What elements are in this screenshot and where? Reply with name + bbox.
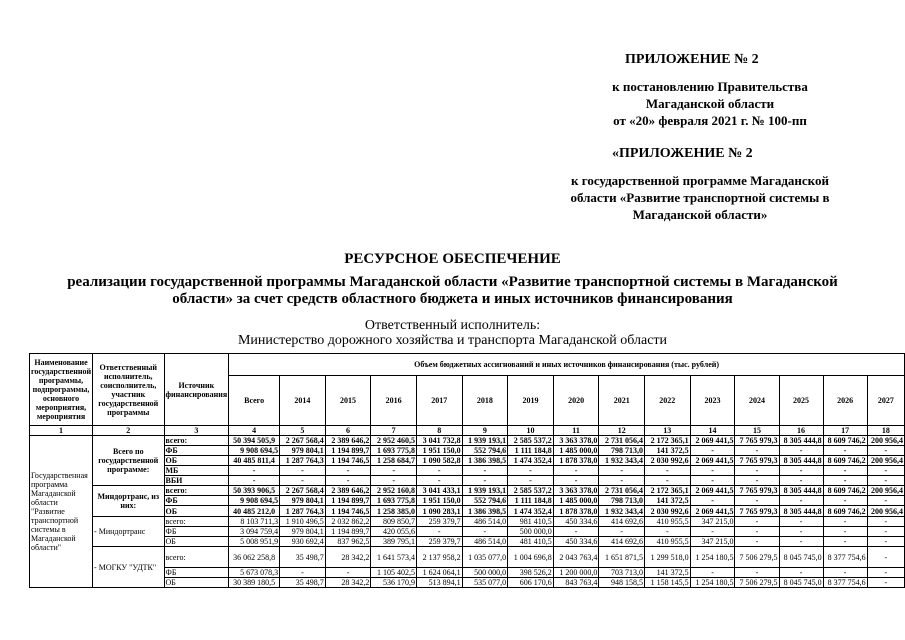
- amount-cell: -: [867, 547, 904, 568]
- amount-cell: 1 951 150,0: [416, 446, 462, 456]
- amount-cell: 7 765 979,3: [735, 506, 779, 517]
- program-name: Государственная программа Магаданской области "Развитие транспортной системы в Магаданской области": [30, 436, 93, 588]
- amount-cell: 7 765 979,3: [735, 436, 779, 446]
- funding-source: всего:: [164, 436, 229, 446]
- column-number: 11: [553, 426, 599, 436]
- funding-source: всего:: [164, 547, 229, 568]
- amount-cell: 2 069 441,5: [690, 506, 735, 517]
- amount-cell: -: [867, 578, 904, 588]
- amount-cell: 3 363 378,0: [553, 436, 599, 446]
- amount-cell: 843 763,4: [553, 578, 599, 588]
- amount-cell: 1 910 496,5: [280, 517, 326, 527]
- funding-source: ФБ: [164, 568, 229, 578]
- amount-cell: 1 651 871,5: [599, 547, 645, 568]
- year-header: 2016: [371, 376, 417, 426]
- amount-cell: 2 952 460,5: [371, 436, 417, 446]
- amount-cell: 8 305 444,8: [779, 436, 823, 446]
- amount-cell: 1 004 696,8: [508, 547, 554, 568]
- amount-cell: 513 894,1: [416, 578, 462, 588]
- participant-name: Всего по государственной программе:: [93, 436, 164, 486]
- amount-cell: -: [508, 476, 554, 486]
- resource-table: [29, 353, 905, 588]
- amount-cell: 9 908 694,5: [229, 446, 280, 456]
- amount-cell: -: [735, 517, 779, 527]
- funding-source: ОБ: [164, 578, 229, 588]
- amount-cell: 450 334,6: [553, 517, 599, 527]
- amount-cell: 552 794,6: [462, 496, 508, 506]
- funding-source: ОБ: [164, 537, 229, 547]
- amount-cell: 1 090 582,8: [416, 456, 462, 466]
- amount-cell: -: [823, 476, 867, 486]
- amount-cell: 1 111 184,8: [508, 496, 554, 506]
- amount-cell: 552 794,6: [462, 446, 508, 456]
- amount-cell: 1 386 398,5: [462, 506, 508, 517]
- amount-cell: 9 908 694,5: [229, 496, 280, 506]
- amount-cell: -: [823, 527, 867, 537]
- amount-cell: 1 693 775,8: [371, 446, 417, 456]
- funding-source: ФБ: [164, 496, 229, 506]
- amount-cell: 979 804,1: [280, 527, 326, 537]
- column-number: 5: [280, 426, 326, 436]
- program-line: к государственной программе Магаданской: [571, 173, 829, 188]
- amount-cell: -: [645, 466, 691, 476]
- amount-cell: 200 956,4: [867, 436, 904, 446]
- amount-cell: 1 254 180,5: [690, 547, 735, 568]
- amount-cell: 486 514,0: [462, 517, 508, 527]
- amount-cell: 809 850,7: [371, 517, 417, 527]
- column-number: 15: [735, 426, 779, 436]
- header-volume: Объем бюджетных ассигнований и иных источников финансирования (тыс. рублей): [229, 354, 905, 376]
- amount-cell: -: [325, 568, 371, 578]
- amount-cell: -: [735, 446, 779, 456]
- amount-cell: 8 377 754,6: [823, 547, 867, 568]
- amount-cell: -: [416, 466, 462, 476]
- amount-cell: 259 379,7: [416, 517, 462, 527]
- amount-cell: -: [823, 517, 867, 527]
- program-annex-title: «ПРИЛОЖЕНИЕ № 2: [612, 146, 753, 161]
- amount-cell: 50 394 505,9: [229, 436, 280, 446]
- amount-cell: 347 215,0: [690, 537, 735, 547]
- amount-cell: -: [779, 527, 823, 537]
- amount-cell: 8 609 746,2: [823, 436, 867, 446]
- amount-cell: -: [735, 466, 779, 476]
- table-row: [30, 547, 905, 568]
- amount-cell: 7 506 279,5: [735, 578, 779, 588]
- amount-cell: 979 804,1: [280, 446, 326, 456]
- amount-cell: 2 137 958,2: [416, 547, 462, 568]
- column-number: 1: [30, 426, 93, 436]
- funding-source: ОБ: [164, 456, 229, 466]
- amount-cell: 1 254 180,5: [690, 578, 735, 588]
- amount-cell: -: [867, 568, 904, 578]
- participant-name: - МОГКУ "УДТК": [93, 547, 164, 588]
- amount-cell: 8 377 754,6: [823, 578, 867, 588]
- column-number: 18: [867, 426, 904, 436]
- year-header: 2023: [690, 376, 735, 426]
- amount-cell: 2 032 862,2: [325, 517, 371, 527]
- amount-cell: 2 731 056,4: [599, 436, 645, 446]
- amount-cell: -: [690, 496, 735, 506]
- program-reference: [530, 172, 870, 223]
- amount-cell: 8 609 746,2: [823, 486, 867, 496]
- amount-cell: 420 055,6: [371, 527, 417, 537]
- amount-cell: -: [779, 568, 823, 578]
- amount-cell: 35 498,7: [280, 547, 326, 568]
- amount-cell: 500 000,0: [462, 568, 508, 578]
- amount-cell: 536 170,9: [371, 578, 417, 588]
- amount-cell: -: [735, 476, 779, 486]
- amount-cell: 2 030 992,6: [645, 456, 691, 466]
- year-header: 2018: [462, 376, 508, 426]
- amount-cell: 1 939 193,1: [462, 436, 508, 446]
- year-header: 2019: [508, 376, 554, 426]
- funding-source: ФБ: [164, 446, 229, 456]
- amount-cell: 2 043 763,4: [553, 547, 599, 568]
- amount-cell: -: [371, 476, 417, 486]
- amount-cell: 141 372,5: [645, 446, 691, 456]
- responsible-executor: [0, 318, 905, 348]
- decree-line: к постановлению Правительства: [612, 79, 808, 94]
- amount-cell: 8 045 745,0: [779, 547, 823, 568]
- amount-cell: 3 041 732,8: [416, 436, 462, 446]
- amount-cell: 1 090 283,1: [416, 506, 462, 517]
- year-header: 2021: [599, 376, 645, 426]
- amount-cell: -: [867, 537, 904, 547]
- amount-cell: 2 069 441,5: [690, 456, 735, 466]
- amount-cell: -: [690, 527, 735, 537]
- year-header: 2022: [645, 376, 691, 426]
- amount-cell: 410 955,5: [645, 517, 691, 527]
- amount-cell: 2 952 160,8: [371, 486, 417, 496]
- column-number: 17: [823, 426, 867, 436]
- amount-cell: 1 194 746,5: [325, 456, 371, 466]
- amount-cell: -: [325, 466, 371, 476]
- year-header: 2017: [416, 376, 462, 426]
- funding-source: ОБ: [164, 506, 229, 517]
- amount-cell: -: [690, 568, 735, 578]
- column-number: 10: [508, 426, 554, 436]
- amount-cell: -: [867, 517, 904, 527]
- amount-cell: 535 077,0: [462, 578, 508, 588]
- header-participant: Ответственный исполнитель, соисполнитель, участник государственной программы: [93, 354, 164, 426]
- amount-cell: 8 609 746,2: [823, 456, 867, 466]
- amount-cell: 1 641 573,4: [371, 547, 417, 568]
- amount-cell: 1 105 402,5: [371, 568, 417, 578]
- amount-cell: -: [867, 527, 904, 537]
- amount-cell: -: [823, 496, 867, 506]
- amount-cell: -: [508, 466, 554, 476]
- amount-cell: -: [280, 476, 326, 486]
- amount-cell: 1 287 764,3: [280, 506, 326, 517]
- amount-cell: -: [867, 496, 904, 506]
- amount-cell: 40 485 811,4: [229, 456, 280, 466]
- amount-cell: 8 103 711,3: [229, 517, 280, 527]
- year-header: 2014: [280, 376, 326, 426]
- column-number: 2: [93, 426, 164, 436]
- amount-cell: 798 713,0: [599, 496, 645, 506]
- amount-cell: -: [371, 466, 417, 476]
- amount-cell: 3 094 759,4: [229, 527, 280, 537]
- amount-cell: 7 506 279,5: [735, 547, 779, 568]
- amount-cell: -: [416, 476, 462, 486]
- amount-cell: 410 955,5: [645, 537, 691, 547]
- amount-cell: 1 299 518,0: [645, 547, 691, 568]
- amount-cell: 1 932 343,4: [599, 506, 645, 517]
- amount-cell: -: [690, 446, 735, 456]
- column-number: 9: [462, 426, 508, 436]
- amount-cell: -: [645, 476, 691, 486]
- amount-cell: -: [553, 476, 599, 486]
- amount-cell: -: [280, 568, 326, 578]
- table-row: [30, 436, 905, 446]
- amount-cell: 1 287 764,3: [280, 456, 326, 466]
- year-header: 2015: [325, 376, 371, 426]
- funding-source: всего:: [164, 486, 229, 496]
- year-header: 2026: [823, 376, 867, 426]
- amount-cell: 2 585 537,2: [508, 486, 554, 496]
- amount-cell: 30 389 180,5: [229, 578, 280, 588]
- funding-source: ВБИ: [164, 476, 229, 486]
- amount-cell: 481 410,5: [508, 537, 554, 547]
- amount-cell: 2 069 441,5: [690, 486, 735, 496]
- amount-cell: 450 334,6: [553, 537, 599, 547]
- amount-cell: -: [229, 476, 280, 486]
- amount-cell: 347 215,0: [690, 517, 735, 527]
- column-number: 7: [371, 426, 417, 436]
- amount-cell: 1 111 184,8: [508, 446, 554, 456]
- amount-cell: 1 474 352,4: [508, 506, 554, 517]
- amount-cell: 1 194 746,5: [325, 506, 371, 517]
- column-number: 4: [229, 426, 280, 436]
- amount-cell: 2 069 441,5: [690, 436, 735, 446]
- amount-cell: 414 692,6: [599, 537, 645, 547]
- amount-cell: 1 258 385,0: [371, 506, 417, 517]
- amount-cell: 606 170,6: [508, 578, 554, 588]
- amount-cell: -: [690, 466, 735, 476]
- amount-cell: -: [779, 446, 823, 456]
- amount-cell: 2 172 365,1: [645, 486, 691, 496]
- document-title: РЕСУРСНОЕ ОБЕСПЕЧЕНИЕ: [344, 251, 561, 267]
- amount-cell: 486 514,0: [462, 537, 508, 547]
- amount-cell: 2 267 568,4: [280, 486, 326, 496]
- amount-cell: 50 393 906,5: [229, 486, 280, 496]
- decree-reference: [560, 78, 860, 129]
- amount-cell: 40 485 212,0: [229, 506, 280, 517]
- column-number: 12: [599, 426, 645, 436]
- amount-cell: -: [823, 466, 867, 476]
- amount-cell: -: [823, 568, 867, 578]
- amount-cell: 200 956,4: [867, 486, 904, 496]
- header-source: Источник финансирования: [164, 354, 229, 426]
- funding-source: всего:: [164, 517, 229, 527]
- amount-cell: -: [779, 476, 823, 486]
- amount-cell: 8 045 745,0: [779, 578, 823, 588]
- amount-cell: 8 305 444,8: [779, 486, 823, 496]
- amount-cell: 398 526,2: [508, 568, 554, 578]
- amount-cell: -: [599, 527, 645, 537]
- amount-cell: 200 956,4: [867, 456, 904, 466]
- amount-cell: 3 363 378,0: [553, 486, 599, 496]
- amount-cell: 948 158,5: [599, 578, 645, 588]
- amount-cell: 1 158 145,5: [645, 578, 691, 588]
- amount-cell: 1 194 899,7: [325, 527, 371, 537]
- amount-cell: -: [599, 476, 645, 486]
- amount-cell: -: [553, 466, 599, 476]
- amount-cell: 2 172 365,1: [645, 436, 691, 446]
- amount-cell: 1 624 064,1: [416, 568, 462, 578]
- column-number: 14: [690, 426, 735, 436]
- amount-cell: -: [735, 568, 779, 578]
- participant-name: - Миндортранс: [93, 517, 164, 547]
- amount-cell: -: [599, 466, 645, 476]
- amount-cell: 2 585 537,2: [508, 436, 554, 446]
- amount-cell: -: [735, 496, 779, 506]
- amount-cell: 1 693 775,8: [371, 496, 417, 506]
- column-number: 13: [645, 426, 691, 436]
- column-number: 16: [779, 426, 823, 436]
- amount-cell: -: [735, 527, 779, 537]
- amount-cell: -: [553, 527, 599, 537]
- amount-cell: -: [462, 527, 508, 537]
- amount-cell: 979 804,1: [280, 496, 326, 506]
- amount-cell: -: [462, 466, 508, 476]
- amount-cell: 1 035 077,0: [462, 547, 508, 568]
- amount-cell: 2 731 056,4: [599, 486, 645, 496]
- column-number: 8: [416, 426, 462, 436]
- decree-line: Магаданской области: [645, 96, 775, 111]
- table-row: [30, 486, 905, 496]
- amount-cell: 1 932 343,4: [599, 456, 645, 466]
- amount-cell: 8 609 746,2: [823, 506, 867, 517]
- amount-cell: -: [645, 527, 691, 537]
- amount-cell: 1 194 899,7: [325, 496, 371, 506]
- amount-cell: 1 200 000,0: [553, 568, 599, 578]
- amount-cell: 798 713,0: [599, 446, 645, 456]
- amount-cell: 8 305 444,8: [779, 456, 823, 466]
- amount-cell: 1 485 000,0: [553, 496, 599, 506]
- amount-cell: 28 342,2: [325, 578, 371, 588]
- amount-cell: -: [229, 466, 280, 476]
- amount-cell: -: [823, 537, 867, 547]
- amount-cell: 1 194 899,7: [325, 446, 371, 456]
- amount-cell: 2 389 646,2: [325, 486, 371, 496]
- column-number: 3: [164, 426, 229, 436]
- amount-cell: 5 673 078,3: [229, 568, 280, 578]
- amount-cell: 141 372,5: [645, 496, 691, 506]
- amount-cell: -: [867, 446, 904, 456]
- document-subtitle: реализации государственной программы Магаданской области «Развитие транспортной системы в Магаданской области» за счет средств областного бюджета и иных источников финансирования: [67, 274, 838, 307]
- year-header: 2024: [735, 376, 779, 426]
- amount-cell: 259 379,7: [416, 537, 462, 547]
- amount-cell: 1 878 378,0: [553, 456, 599, 466]
- amount-cell: 500 000,0: [508, 527, 554, 537]
- amount-cell: -: [416, 527, 462, 537]
- amount-cell: 1 485 000,0: [553, 446, 599, 456]
- amount-cell: -: [690, 476, 735, 486]
- amount-cell: 981 410,5: [508, 517, 554, 527]
- year-header: 2027: [867, 376, 904, 426]
- amount-cell: 930 692,4: [280, 537, 326, 547]
- amount-cell: -: [867, 476, 904, 486]
- participant-name: Миндортранс, из них:: [93, 486, 164, 517]
- amount-cell: 7 765 979,3: [735, 486, 779, 496]
- amount-cell: -: [779, 517, 823, 527]
- amount-cell: 2 389 646,2: [325, 436, 371, 446]
- amount-cell: 703 713,0: [599, 568, 645, 578]
- amount-cell: 2 267 568,4: [280, 436, 326, 446]
- amount-cell: -: [462, 476, 508, 486]
- decree-line: от «20» февраля 2021 г. № 100-пп: [613, 113, 807, 128]
- amount-cell: -: [735, 537, 779, 547]
- amount-cell: 36 062 258,8: [229, 547, 280, 568]
- amount-cell: -: [779, 466, 823, 476]
- amount-cell: 1 939 193,1: [462, 486, 508, 496]
- funding-source: ФБ: [164, 527, 229, 537]
- responsible-name: Министерство дорожного хозяйства и транспорта Магаданской области: [237, 333, 668, 348]
- program-line: области «Развитие транспортной системы в: [570, 190, 830, 205]
- amount-cell: 141 372,5: [645, 568, 691, 578]
- amount-cell: -: [867, 466, 904, 476]
- amount-cell: 1 951 150,0: [416, 496, 462, 506]
- year-header: 2025: [779, 376, 823, 426]
- amount-cell: 389 795,1: [371, 537, 417, 547]
- amount-cell: 1 878 378,0: [553, 506, 599, 517]
- table-row: [30, 517, 905, 527]
- amount-cell: 5 008 951,9: [229, 537, 280, 547]
- amount-cell: 2 030 992,6: [645, 506, 691, 517]
- amount-cell: 1 386 398,5: [462, 456, 508, 466]
- amount-cell: 3 041 433,1: [416, 486, 462, 496]
- header-name: Наименование государственной программы, подпрограммы, основного мероприятия, мероприятия: [30, 354, 93, 426]
- year-header: Всего: [229, 376, 280, 426]
- amount-cell: -: [779, 496, 823, 506]
- amount-cell: 8 305 444,8: [779, 506, 823, 517]
- amount-cell: 35 498,7: [280, 578, 326, 588]
- amount-cell: 7 765 979,3: [735, 456, 779, 466]
- amount-cell: -: [280, 466, 326, 476]
- amount-cell: 837 962,5: [325, 537, 371, 547]
- amount-cell: 1 258 684,7: [371, 456, 417, 466]
- amount-cell: -: [823, 446, 867, 456]
- annex-title: ПРИЛОЖЕНИЕ № 2: [625, 52, 759, 67]
- amount-cell: 1 474 352,4: [508, 456, 554, 466]
- amount-cell: 28 342,2: [325, 547, 371, 568]
- amount-cell: 200 956,4: [867, 506, 904, 517]
- program-line: Магаданской области»: [632, 207, 768, 222]
- responsible-label: Ответственный исполнитель:: [364, 318, 541, 333]
- amount-cell: -: [779, 537, 823, 547]
- amount-cell: 414 692,6: [599, 517, 645, 527]
- funding-source: МБ: [164, 466, 229, 476]
- column-number: 6: [325, 426, 371, 436]
- year-header: 2020: [553, 376, 599, 426]
- amount-cell: -: [325, 476, 371, 486]
